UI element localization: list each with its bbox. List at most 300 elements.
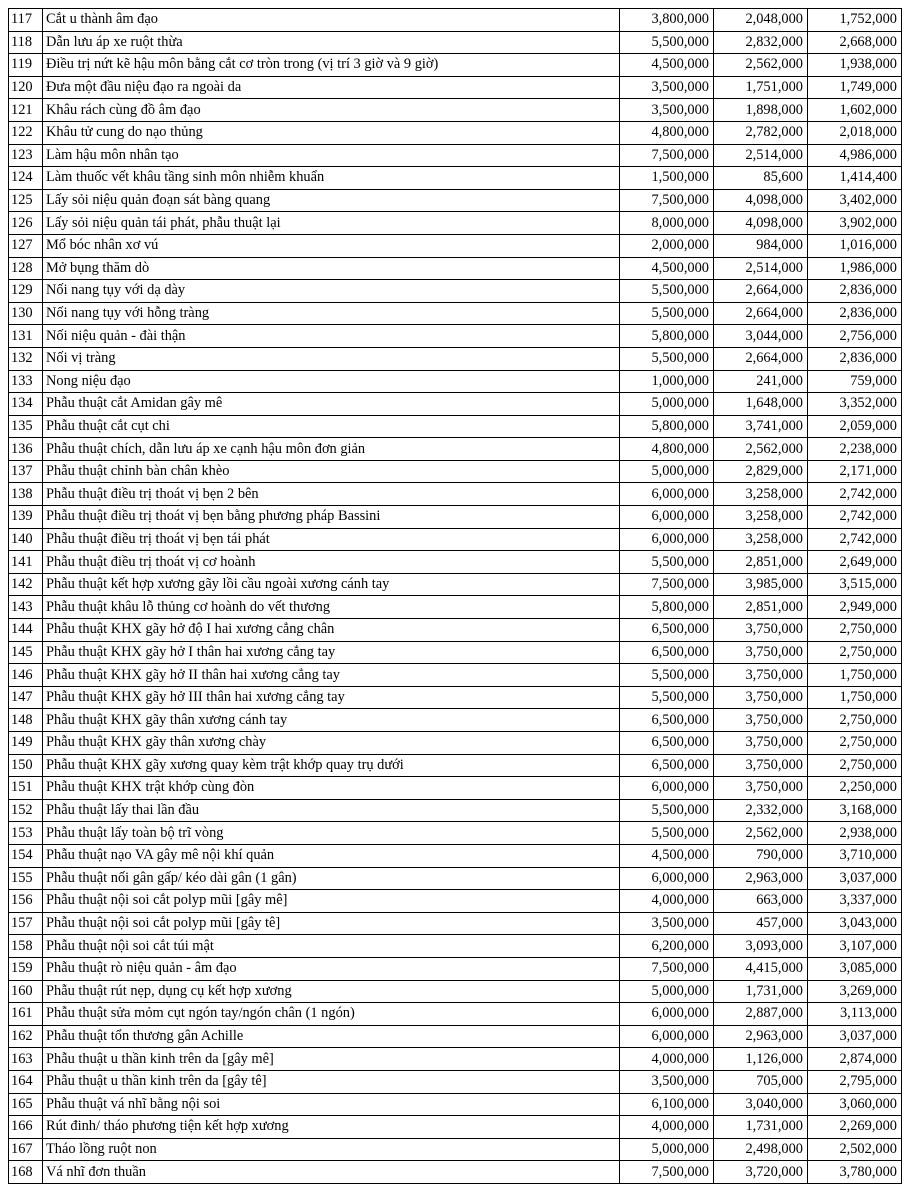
- table-row: [9, 189, 902, 212]
- covered-price-cell: 2,851,000: [714, 551, 808, 574]
- row-number-cell: 151: [9, 777, 43, 800]
- procedure-name-cell: Phẫu thuật kết hợp xương gãy lồi cầu ngoài xương cánh tay: [43, 573, 620, 596]
- total-price-cell: 5,500,000: [620, 664, 714, 687]
- procedure-name-cell: Cắt u thành âm đạo: [43, 9, 620, 32]
- row-number-cell: 122: [9, 121, 43, 144]
- table-row: [9, 686, 902, 709]
- table-row: [9, 9, 902, 32]
- covered-price-cell: 3,258,000: [714, 483, 808, 506]
- row-number-cell: 153: [9, 822, 43, 845]
- procedure-name-cell: Làm hậu môn nhân tạo: [43, 144, 620, 167]
- row-number-cell: 164: [9, 1070, 43, 1093]
- table-row: [9, 890, 902, 913]
- table-row: [9, 302, 902, 325]
- difference-price-cell: 759,000: [808, 370, 902, 393]
- total-price-cell: 5,800,000: [620, 325, 714, 348]
- table-row: [9, 438, 902, 461]
- procedure-name-cell: Lấy sỏi niệu quản tái phát, phẫu thuật lại: [43, 212, 620, 235]
- difference-price-cell: 3,037,000: [808, 867, 902, 890]
- covered-price-cell: 3,750,000: [714, 641, 808, 664]
- covered-price-cell: 3,040,000: [714, 1093, 808, 1116]
- covered-price-cell: 241,000: [714, 370, 808, 393]
- table-row: [9, 506, 902, 529]
- row-number-cell: 126: [9, 212, 43, 235]
- procedure-name-cell: Phẫu thuật sửa mỏm cụt ngón tay/ngón chân (1 ngón): [43, 1003, 620, 1026]
- row-number-cell: 136: [9, 438, 43, 461]
- row-number-cell: 147: [9, 686, 43, 709]
- covered-price-cell: 2,514,000: [714, 144, 808, 167]
- covered-price-cell: 2,963,000: [714, 867, 808, 890]
- row-number-cell: 129: [9, 280, 43, 303]
- covered-price-cell: 2,562,000: [714, 54, 808, 77]
- table-row: [9, 619, 902, 642]
- table-row: [9, 528, 902, 551]
- total-price-cell: 4,000,000: [620, 1048, 714, 1071]
- total-price-cell: 4,000,000: [620, 890, 714, 913]
- total-price-cell: 7,500,000: [620, 144, 714, 167]
- covered-price-cell: 3,258,000: [714, 506, 808, 529]
- total-price-cell: 5,000,000: [620, 393, 714, 416]
- difference-price-cell: 1,750,000: [808, 686, 902, 709]
- covered-price-cell: 790,000: [714, 844, 808, 867]
- procedure-name-cell: Phẫu thuật u thần kinh trên da [gây mê]: [43, 1048, 620, 1071]
- row-number-cell: 166: [9, 1116, 43, 1139]
- procedure-name-cell: Phẫu thuật lấy toàn bộ trĩ vòng: [43, 822, 620, 845]
- difference-price-cell: 3,337,000: [808, 890, 902, 913]
- difference-price-cell: 3,113,000: [808, 1003, 902, 1026]
- total-price-cell: 5,000,000: [620, 1138, 714, 1161]
- table-row: [9, 799, 902, 822]
- procedure-name-cell: Phẫu thuật KHX gãy hở độ I hai xương cẳng chân: [43, 619, 620, 642]
- procedure-name-cell: Nối nang tụy với dạ dày: [43, 280, 620, 303]
- procedure-name-cell: Lấy sỏi niệu quản đoạn sát bàng quang: [43, 189, 620, 212]
- difference-price-cell: 2,742,000: [808, 483, 902, 506]
- covered-price-cell: 3,720,000: [714, 1161, 808, 1184]
- covered-price-cell: 2,829,000: [714, 460, 808, 483]
- difference-price-cell: 3,037,000: [808, 1025, 902, 1048]
- procedure-name-cell: Dẫn lưu áp xe ruột thừa: [43, 31, 620, 54]
- difference-price-cell: 1,749,000: [808, 76, 902, 99]
- row-number-cell: 160: [9, 980, 43, 1003]
- difference-price-cell: 1,414,400: [808, 167, 902, 190]
- difference-price-cell: 1,016,000: [808, 234, 902, 257]
- total-price-cell: 6,000,000: [620, 506, 714, 529]
- table-row: [9, 99, 902, 122]
- covered-price-cell: 2,664,000: [714, 302, 808, 325]
- total-price-cell: 7,500,000: [620, 957, 714, 980]
- row-number-cell: 128: [9, 257, 43, 280]
- row-number-cell: 125: [9, 189, 43, 212]
- table-row: [9, 1003, 902, 1026]
- row-number-cell: 132: [9, 347, 43, 370]
- table-row: [9, 709, 902, 732]
- total-price-cell: 4,500,000: [620, 257, 714, 280]
- procedure-name-cell: Tháo lồng ruột non: [43, 1138, 620, 1161]
- total-price-cell: 5,500,000: [620, 799, 714, 822]
- row-number-cell: 127: [9, 234, 43, 257]
- procedure-name-cell: Phẫu thuật KHX gãy hở III thân hai xương cẳng tay: [43, 686, 620, 709]
- difference-price-cell: 2,059,000: [808, 415, 902, 438]
- row-number-cell: 119: [9, 54, 43, 77]
- procedure-name-cell: Phẫu thuật điều trị thoát vị bẹn 2 bên: [43, 483, 620, 506]
- total-price-cell: 4,500,000: [620, 54, 714, 77]
- table-row: [9, 664, 902, 687]
- row-number-cell: 154: [9, 844, 43, 867]
- covered-price-cell: 457,000: [714, 912, 808, 935]
- table-row: [9, 167, 902, 190]
- covered-price-cell: 984,000: [714, 234, 808, 257]
- difference-price-cell: 3,402,000: [808, 189, 902, 212]
- price-table: [8, 8, 902, 1184]
- row-number-cell: 131: [9, 325, 43, 348]
- covered-price-cell: 2,562,000: [714, 822, 808, 845]
- total-price-cell: 6,000,000: [620, 777, 714, 800]
- total-price-cell: 1,000,000: [620, 370, 714, 393]
- covered-price-cell: 3,985,000: [714, 573, 808, 596]
- procedure-name-cell: Phẫu thuật nội soi cắt polyp mũi [gây mê]: [43, 890, 620, 913]
- covered-price-cell: 4,415,000: [714, 957, 808, 980]
- total-price-cell: 3,500,000: [620, 912, 714, 935]
- difference-price-cell: 1,938,000: [808, 54, 902, 77]
- difference-price-cell: 2,649,000: [808, 551, 902, 574]
- table-row: [9, 573, 902, 596]
- difference-price-cell: 3,168,000: [808, 799, 902, 822]
- total-price-cell: 7,500,000: [620, 189, 714, 212]
- difference-price-cell: 2,949,000: [808, 596, 902, 619]
- row-number-cell: 124: [9, 167, 43, 190]
- table-row: [9, 393, 902, 416]
- procedure-name-cell: Phẫu thuật KHX gãy xương quay kèm trật khớp quay trụ dưới: [43, 754, 620, 777]
- row-number-cell: 117: [9, 9, 43, 32]
- table-row: [9, 257, 902, 280]
- row-number-cell: 145: [9, 641, 43, 664]
- table-row: [9, 957, 902, 980]
- table-row: [9, 1116, 902, 1139]
- total-price-cell: 5,500,000: [620, 347, 714, 370]
- procedure-name-cell: Phẫu thuật cắt Amidan gây mê: [43, 393, 620, 416]
- covered-price-cell: 2,832,000: [714, 31, 808, 54]
- table-row: [9, 76, 902, 99]
- table-row: [9, 483, 902, 506]
- procedure-name-cell: Phẫu thuật u thần kinh trên da [gây tê]: [43, 1070, 620, 1093]
- table-row: [9, 347, 902, 370]
- table-row: [9, 1093, 902, 1116]
- row-number-cell: 158: [9, 935, 43, 958]
- difference-price-cell: 3,902,000: [808, 212, 902, 235]
- covered-price-cell: 85,600: [714, 167, 808, 190]
- table-row: [9, 777, 902, 800]
- difference-price-cell: 2,795,000: [808, 1070, 902, 1093]
- total-price-cell: 5,000,000: [620, 980, 714, 1003]
- total-price-cell: 5,800,000: [620, 415, 714, 438]
- row-number-cell: 146: [9, 664, 43, 687]
- procedure-name-cell: Phẫu thuật rò niệu quản - âm đạo: [43, 957, 620, 980]
- difference-price-cell: 3,780,000: [808, 1161, 902, 1184]
- difference-price-cell: 2,874,000: [808, 1048, 902, 1071]
- difference-price-cell: 2,742,000: [808, 506, 902, 529]
- total-price-cell: 5,800,000: [620, 596, 714, 619]
- row-number-cell: 167: [9, 1138, 43, 1161]
- total-price-cell: 7,500,000: [620, 1161, 714, 1184]
- procedure-name-cell: Phẫu thuật cắt cụt chi: [43, 415, 620, 438]
- row-number-cell: 168: [9, 1161, 43, 1184]
- difference-price-cell: 2,171,000: [808, 460, 902, 483]
- procedure-name-cell: Phẫu thuật điều trị thoát vị cơ hoành: [43, 551, 620, 574]
- procedure-name-cell: Làm thuốc vết khâu tầng sinh môn nhiễm khuẩn: [43, 167, 620, 190]
- difference-price-cell: 2,269,000: [808, 1116, 902, 1139]
- total-price-cell: 7,500,000: [620, 573, 714, 596]
- covered-price-cell: 1,731,000: [714, 980, 808, 1003]
- difference-price-cell: 3,107,000: [808, 935, 902, 958]
- covered-price-cell: 2,664,000: [714, 347, 808, 370]
- total-price-cell: 6,200,000: [620, 935, 714, 958]
- covered-price-cell: 1,751,000: [714, 76, 808, 99]
- covered-price-cell: 3,750,000: [714, 732, 808, 755]
- covered-price-cell: 1,898,000: [714, 99, 808, 122]
- covered-price-cell: 2,851,000: [714, 596, 808, 619]
- covered-price-cell: 2,498,000: [714, 1138, 808, 1161]
- procedure-name-cell: Phẫu thuật vá nhĩ bằng nội soi: [43, 1093, 620, 1116]
- covered-price-cell: 2,514,000: [714, 257, 808, 280]
- procedure-name-cell: Phẫu thuật nội soi cắt túi mật: [43, 935, 620, 958]
- difference-price-cell: 3,515,000: [808, 573, 902, 596]
- procedure-name-cell: Phẫu thuật KHX gãy hở I thân hai xương cẳng tay: [43, 641, 620, 664]
- procedure-name-cell: Phẫu thuật chỉnh bàn chân khèo: [43, 460, 620, 483]
- table-row: [9, 415, 902, 438]
- covered-price-cell: 1,126,000: [714, 1048, 808, 1071]
- row-number-cell: 156: [9, 890, 43, 913]
- procedure-name-cell: Phẫu thuật KHX trật khớp cùng đòn: [43, 777, 620, 800]
- total-price-cell: 3,800,000: [620, 9, 714, 32]
- total-price-cell: 4,800,000: [620, 121, 714, 144]
- total-price-cell: 4,800,000: [620, 438, 714, 461]
- difference-price-cell: 2,018,000: [808, 121, 902, 144]
- covered-price-cell: 3,750,000: [714, 777, 808, 800]
- row-number-cell: 123: [9, 144, 43, 167]
- procedure-name-cell: Mở bụng thăm dò: [43, 257, 620, 280]
- procedure-name-cell: Phẫu thuật chích, dẫn lưu áp xe cạnh hậu môn đơn giản: [43, 438, 620, 461]
- table-row: [9, 460, 902, 483]
- difference-price-cell: 2,250,000: [808, 777, 902, 800]
- difference-price-cell: 2,750,000: [808, 709, 902, 732]
- total-price-cell: 2,000,000: [620, 234, 714, 257]
- covered-price-cell: 2,048,000: [714, 9, 808, 32]
- difference-price-cell: 3,352,000: [808, 393, 902, 416]
- price-table-body: [9, 9, 902, 1184]
- difference-price-cell: 2,750,000: [808, 641, 902, 664]
- total-price-cell: 3,500,000: [620, 99, 714, 122]
- row-number-cell: 134: [9, 393, 43, 416]
- row-number-cell: 165: [9, 1093, 43, 1116]
- covered-price-cell: 3,258,000: [714, 528, 808, 551]
- procedure-name-cell: Phẫu thuật lấy thai lần đầu: [43, 799, 620, 822]
- difference-price-cell: 3,085,000: [808, 957, 902, 980]
- table-row: [9, 980, 902, 1003]
- table-row: [9, 596, 902, 619]
- table-row: [9, 732, 902, 755]
- difference-price-cell: 2,756,000: [808, 325, 902, 348]
- procedure-name-cell: Phẫu thuật điều trị thoát vị bẹn tái phát: [43, 528, 620, 551]
- procedure-name-cell: Rút đinh/ tháo phương tiện kết hợp xương: [43, 1116, 620, 1139]
- difference-price-cell: 2,938,000: [808, 822, 902, 845]
- difference-price-cell: 1,752,000: [808, 9, 902, 32]
- table-row: [9, 280, 902, 303]
- procedure-name-cell: Phẫu thuật KHX gãy hở II thân hai xương cẳng tay: [43, 664, 620, 687]
- row-number-cell: 152: [9, 799, 43, 822]
- covered-price-cell: 3,750,000: [714, 686, 808, 709]
- table-row: [9, 370, 902, 393]
- row-number-cell: 144: [9, 619, 43, 642]
- row-number-cell: 135: [9, 415, 43, 438]
- difference-price-cell: 2,836,000: [808, 280, 902, 303]
- procedure-name-cell: Mổ bóc nhân xơ vú: [43, 234, 620, 257]
- table-row: [9, 31, 902, 54]
- difference-price-cell: 2,750,000: [808, 754, 902, 777]
- procedure-name-cell: Điều trị nứt kẽ hậu môn bằng cắt cơ tròn trong (vị trí 3 giờ và 9 giờ): [43, 54, 620, 77]
- procedure-name-cell: Phẫu thuật KHX gãy thân xương cánh tay: [43, 709, 620, 732]
- row-number-cell: 133: [9, 370, 43, 393]
- difference-price-cell: 1,602,000: [808, 99, 902, 122]
- row-number-cell: 121: [9, 99, 43, 122]
- table-row: [9, 1138, 902, 1161]
- row-number-cell: 162: [9, 1025, 43, 1048]
- covered-price-cell: 3,044,000: [714, 325, 808, 348]
- table-row: [9, 754, 902, 777]
- covered-price-cell: 3,741,000: [714, 415, 808, 438]
- total-price-cell: 6,000,000: [620, 867, 714, 890]
- table-row: [9, 1048, 902, 1071]
- table-row: [9, 935, 902, 958]
- row-number-cell: 157: [9, 912, 43, 935]
- total-price-cell: 5,500,000: [620, 551, 714, 574]
- difference-price-cell: 3,269,000: [808, 980, 902, 1003]
- row-number-cell: 140: [9, 528, 43, 551]
- procedure-name-cell: Đưa một đầu niệu đạo ra ngoài da: [43, 76, 620, 99]
- difference-price-cell: 3,710,000: [808, 844, 902, 867]
- total-price-cell: 6,500,000: [620, 754, 714, 777]
- table-row: [9, 1161, 902, 1184]
- covered-price-cell: 3,750,000: [714, 709, 808, 732]
- row-number-cell: 137: [9, 460, 43, 483]
- procedure-name-cell: Khâu tử cung do nạo thủng: [43, 121, 620, 144]
- procedure-name-cell: Phẫu thuật tổn thương gân Achille: [43, 1025, 620, 1048]
- table-row: [9, 121, 902, 144]
- total-price-cell: 1,500,000: [620, 167, 714, 190]
- covered-price-cell: 3,750,000: [714, 754, 808, 777]
- procedure-name-cell: Nối nang tụy với hỗng tràng: [43, 302, 620, 325]
- difference-price-cell: 2,742,000: [808, 528, 902, 551]
- row-number-cell: 163: [9, 1048, 43, 1071]
- procedure-name-cell: Phẫu thuật KHX gãy thân xương chày: [43, 732, 620, 755]
- difference-price-cell: 3,060,000: [808, 1093, 902, 1116]
- procedure-name-cell: Khâu rách cùng đồ âm đạo: [43, 99, 620, 122]
- total-price-cell: 5,000,000: [620, 460, 714, 483]
- total-price-cell: 5,500,000: [620, 280, 714, 303]
- total-price-cell: 5,500,000: [620, 822, 714, 845]
- procedure-name-cell: Phẫu thuật khâu lỗ thủng cơ hoành do vết thương: [43, 596, 620, 619]
- covered-price-cell: 3,750,000: [714, 619, 808, 642]
- total-price-cell: 6,000,000: [620, 483, 714, 506]
- row-number-cell: 148: [9, 709, 43, 732]
- table-row: [9, 212, 902, 235]
- total-price-cell: 6,500,000: [620, 641, 714, 664]
- table-row: [9, 551, 902, 574]
- total-price-cell: 5,500,000: [620, 31, 714, 54]
- covered-price-cell: 4,098,000: [714, 189, 808, 212]
- table-row: [9, 1025, 902, 1048]
- table-row: [9, 822, 902, 845]
- covered-price-cell: 663,000: [714, 890, 808, 913]
- procedure-name-cell: Phẫu thuật nội soi cắt polyp mũi [gây tê]: [43, 912, 620, 935]
- difference-price-cell: 2,238,000: [808, 438, 902, 461]
- covered-price-cell: 2,562,000: [714, 438, 808, 461]
- covered-price-cell: 2,782,000: [714, 121, 808, 144]
- total-price-cell: 5,500,000: [620, 302, 714, 325]
- covered-price-cell: 2,887,000: [714, 1003, 808, 1026]
- covered-price-cell: 2,664,000: [714, 280, 808, 303]
- procedure-name-cell: Phẫu thuật nối gân gấp/ kéo dài gân (1 gân): [43, 867, 620, 890]
- total-price-cell: 6,000,000: [620, 528, 714, 551]
- difference-price-cell: 1,986,000: [808, 257, 902, 280]
- row-number-cell: 143: [9, 596, 43, 619]
- total-price-cell: 4,500,000: [620, 844, 714, 867]
- difference-price-cell: 4,986,000: [808, 144, 902, 167]
- procedure-name-cell: Phẫu thuật nạo VA gây mê nội khí quản: [43, 844, 620, 867]
- row-number-cell: 141: [9, 551, 43, 574]
- table-row: [9, 144, 902, 167]
- row-number-cell: 159: [9, 957, 43, 980]
- covered-price-cell: 2,332,000: [714, 799, 808, 822]
- total-price-cell: 6,000,000: [620, 1025, 714, 1048]
- row-number-cell: 150: [9, 754, 43, 777]
- procedure-name-cell: Phẫu thuật rút nẹp, dụng cụ kết hợp xương: [43, 980, 620, 1003]
- table-row: [9, 234, 902, 257]
- difference-price-cell: 2,668,000: [808, 31, 902, 54]
- table-row: [9, 1070, 902, 1093]
- total-price-cell: 3,500,000: [620, 76, 714, 99]
- table-row: [9, 325, 902, 348]
- total-price-cell: 6,500,000: [620, 709, 714, 732]
- covered-price-cell: 2,963,000: [714, 1025, 808, 1048]
- total-price-cell: 6,000,000: [620, 1003, 714, 1026]
- total-price-cell: 5,500,000: [620, 686, 714, 709]
- procedure-name-cell: Nối vị tràng: [43, 347, 620, 370]
- total-price-cell: 3,500,000: [620, 1070, 714, 1093]
- procedure-name-cell: Nong niệu đạo: [43, 370, 620, 393]
- procedure-name-cell: Vá nhĩ đơn thuần: [43, 1161, 620, 1184]
- row-number-cell: 138: [9, 483, 43, 506]
- covered-price-cell: 4,098,000: [714, 212, 808, 235]
- procedure-name-cell: Phẫu thuật điều trị thoát vị bẹn bằng phương pháp Bassini: [43, 506, 620, 529]
- table-row: [9, 844, 902, 867]
- total-price-cell: 6,500,000: [620, 619, 714, 642]
- difference-price-cell: 2,750,000: [808, 619, 902, 642]
- total-price-cell: 6,500,000: [620, 732, 714, 755]
- row-number-cell: 149: [9, 732, 43, 755]
- difference-price-cell: 2,836,000: [808, 302, 902, 325]
- covered-price-cell: 1,648,000: [714, 393, 808, 416]
- procedure-name-cell: Nối niệu quản - đài thận: [43, 325, 620, 348]
- covered-price-cell: 3,093,000: [714, 935, 808, 958]
- table-row: [9, 641, 902, 664]
- difference-price-cell: 1,750,000: [808, 664, 902, 687]
- covered-price-cell: 1,731,000: [714, 1116, 808, 1139]
- row-number-cell: 118: [9, 31, 43, 54]
- row-number-cell: 139: [9, 506, 43, 529]
- row-number-cell: 161: [9, 1003, 43, 1026]
- row-number-cell: 142: [9, 573, 43, 596]
- row-number-cell: 130: [9, 302, 43, 325]
